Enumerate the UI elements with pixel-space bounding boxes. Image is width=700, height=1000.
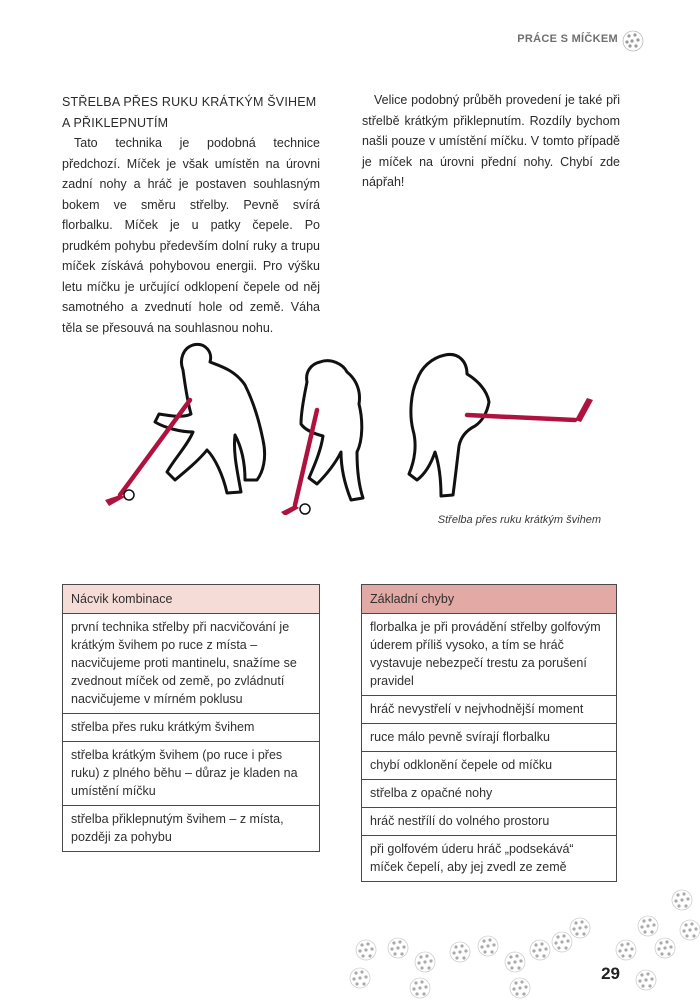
left-paragraph: Tato technika je podobná technice předchozí. Míček je však umístěn na úrovni zadní nohy a hráč je postaven souhlasným bokem ve směru střelby. Pevně svírá florbalku. Míček je u patky čepele. Po prudkém pohybu především dolní ruky a trupu míček získává pohybovou energii. Pro výšku letu míčku je určující odklopení čepele od něj samotného a zvednutí hole od země. Váha těla se přesouvá na souhlasnou nohu.: [62, 136, 320, 335]
errors-row: hráč nevystřelí v nejvhodnější moment: [362, 696, 617, 724]
right-text-column: [362, 90, 620, 193]
page-number: 29: [601, 964, 620, 983]
stick-1: [120, 400, 190, 495]
decorative-floorballs: [0, 870, 700, 1000]
left-text-column: [62, 92, 320, 338]
errors-row: hráč nestřílí do volného prostoru: [362, 808, 617, 836]
drills-table: [62, 584, 320, 852]
errors-row: při golfovém úderu hráč „podsekává“ míček čepelí, aby jej zvedl ze země: [362, 836, 617, 882]
errors-row: chybí odklonění čepele od míčku: [362, 752, 617, 780]
floorball-icon: [622, 30, 644, 52]
ball-2: [300, 504, 310, 514]
drills-row: střelba přes ruku krátkým švihem: [63, 714, 320, 742]
blade-3: [575, 398, 593, 422]
figure-caption: Střelba přes ruku krátkým švihem: [437, 514, 601, 526]
blade-1: [105, 495, 125, 506]
blade-2: [281, 505, 299, 515]
article-heading-line2: A PŘIKLEPNUTÍM: [62, 115, 169, 130]
drills-row: střelba krátkým švihem (po ruce i přes ruku) z plného běhu – důraz je kladen na umístění míčku: [63, 742, 320, 806]
errors-row: florbalka je při provádění střelby golfovým úderem příliš vysoko, a tím se hráč vystavuje nebezpečí trestu za porušení pravidel: [362, 614, 617, 696]
errors-row: ruce málo pevně svírají florbalku: [362, 724, 617, 752]
shot-sequence-illustration: [95, 340, 615, 515]
article-heading-line1: STŘELBA PŘES RUKU KRÁTKÝM ŠVIHEM: [62, 95, 317, 109]
player-figure-3: [409, 354, 489, 496]
errors-row: střelba z opačné nohy: [362, 780, 617, 808]
section-title: PRÁCE S MÍČKEM: [517, 33, 618, 45]
drills-title: Nácvik kombinace: [63, 585, 320, 614]
stick-2: [295, 410, 317, 505]
ball-1: [124, 490, 134, 500]
errors-title: Základní chyby: [362, 585, 617, 614]
drills-row: střelba přiklepnutým švihem – z místa, později za pohybu: [63, 806, 320, 852]
right-paragraph: Velice podobný průběh provedení je také při střelbě krátkým přiklepnutím. Rozdíly bychom našli pouze v umístění míčku. V tomto případě je míček na úrovni přední nohy. Chybí zde nápřah!: [362, 93, 620, 189]
drills-row: první technika střelby při nacvičování je krátkým švihem po ruce z místa – nacvičujeme proti mantinelu, snažíme se zvednout míček od země, po zvládnutí nacvičujeme v mírném poklusu: [63, 614, 320, 714]
errors-table: [361, 584, 617, 882]
player-figure-1: [155, 344, 265, 493]
